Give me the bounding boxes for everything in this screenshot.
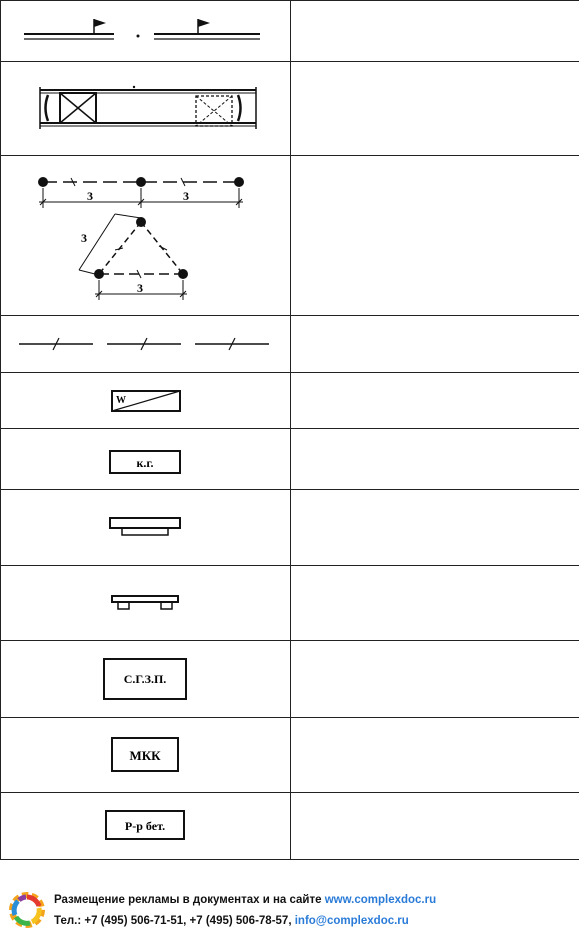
footer-ad-line xyxy=(54,894,436,906)
symbol-cell xyxy=(1,373,291,429)
description-cell xyxy=(291,490,579,566)
symbol-cell xyxy=(1,718,291,793)
symbol-cell xyxy=(1,566,291,641)
description-cell xyxy=(291,793,579,860)
footer-phone-text: Тел.: +7 (495) 506-71-51, +7 (495) 506-78-57, xyxy=(54,915,295,927)
slab-legs-symbol xyxy=(106,591,186,615)
table-row xyxy=(1,718,579,793)
points-distance-symbol xyxy=(31,166,261,306)
kg-label: к.г. xyxy=(135,456,154,470)
table-row xyxy=(1,1,579,62)
email-link[interactable]: info@complexdoc.ru xyxy=(294,915,409,927)
description-cell xyxy=(291,566,579,641)
sgzp-label: С.Г.З.П. xyxy=(123,672,166,686)
formwork-panel-symbol xyxy=(26,81,266,137)
w-box-symbol xyxy=(110,388,182,414)
dim-label: 3 xyxy=(86,188,93,203)
rr-bet-box-symbol xyxy=(103,808,189,844)
footer-ad-text: Размещение рекламы в документах и на сайте xyxy=(54,894,325,906)
w-label: W xyxy=(115,394,126,406)
flag-line-symbol xyxy=(16,11,276,51)
website-link[interactable]: www.complexdoc.ru xyxy=(324,894,437,906)
footer xyxy=(0,880,579,934)
slab-symbol xyxy=(106,514,186,542)
mkk-box-symbol xyxy=(109,735,183,775)
symbol-cell xyxy=(1,429,291,490)
hatched-line-symbol xyxy=(15,334,277,354)
table-row xyxy=(1,316,579,373)
kg-box-symbol xyxy=(106,441,186,477)
symbol-cell xyxy=(1,1,291,62)
symbol-cell xyxy=(1,490,291,566)
description-cell xyxy=(291,62,579,156)
table-row xyxy=(1,62,579,156)
table-row xyxy=(1,156,579,316)
dim-label: 3 xyxy=(136,280,143,295)
table-row xyxy=(1,429,579,490)
description-cell xyxy=(291,316,579,373)
description-cell xyxy=(291,1,579,62)
table-row xyxy=(1,566,579,641)
symbol-cell xyxy=(1,793,291,860)
symbol-cell xyxy=(1,62,291,156)
rr-bet-label: Р-р бет. xyxy=(124,819,165,833)
symbol-cell xyxy=(1,641,291,718)
mkk-label: МКК xyxy=(128,748,161,763)
sgzp-box-symbol xyxy=(101,656,191,702)
footer-contact-line xyxy=(54,915,409,927)
symbol-cell xyxy=(1,156,291,316)
table-row xyxy=(1,490,579,566)
table-row xyxy=(1,373,579,429)
table-row xyxy=(1,793,579,860)
description-cell xyxy=(291,641,579,718)
dim-label: 3 xyxy=(80,230,87,245)
description-cell xyxy=(291,718,579,793)
table-row xyxy=(1,641,579,718)
description-cell xyxy=(291,156,579,316)
dim-label: 3 xyxy=(182,188,189,203)
complexdoc-logo-icon xyxy=(8,891,46,929)
symbol-cell xyxy=(1,316,291,373)
description-cell xyxy=(291,429,579,490)
description-cell xyxy=(291,373,579,429)
